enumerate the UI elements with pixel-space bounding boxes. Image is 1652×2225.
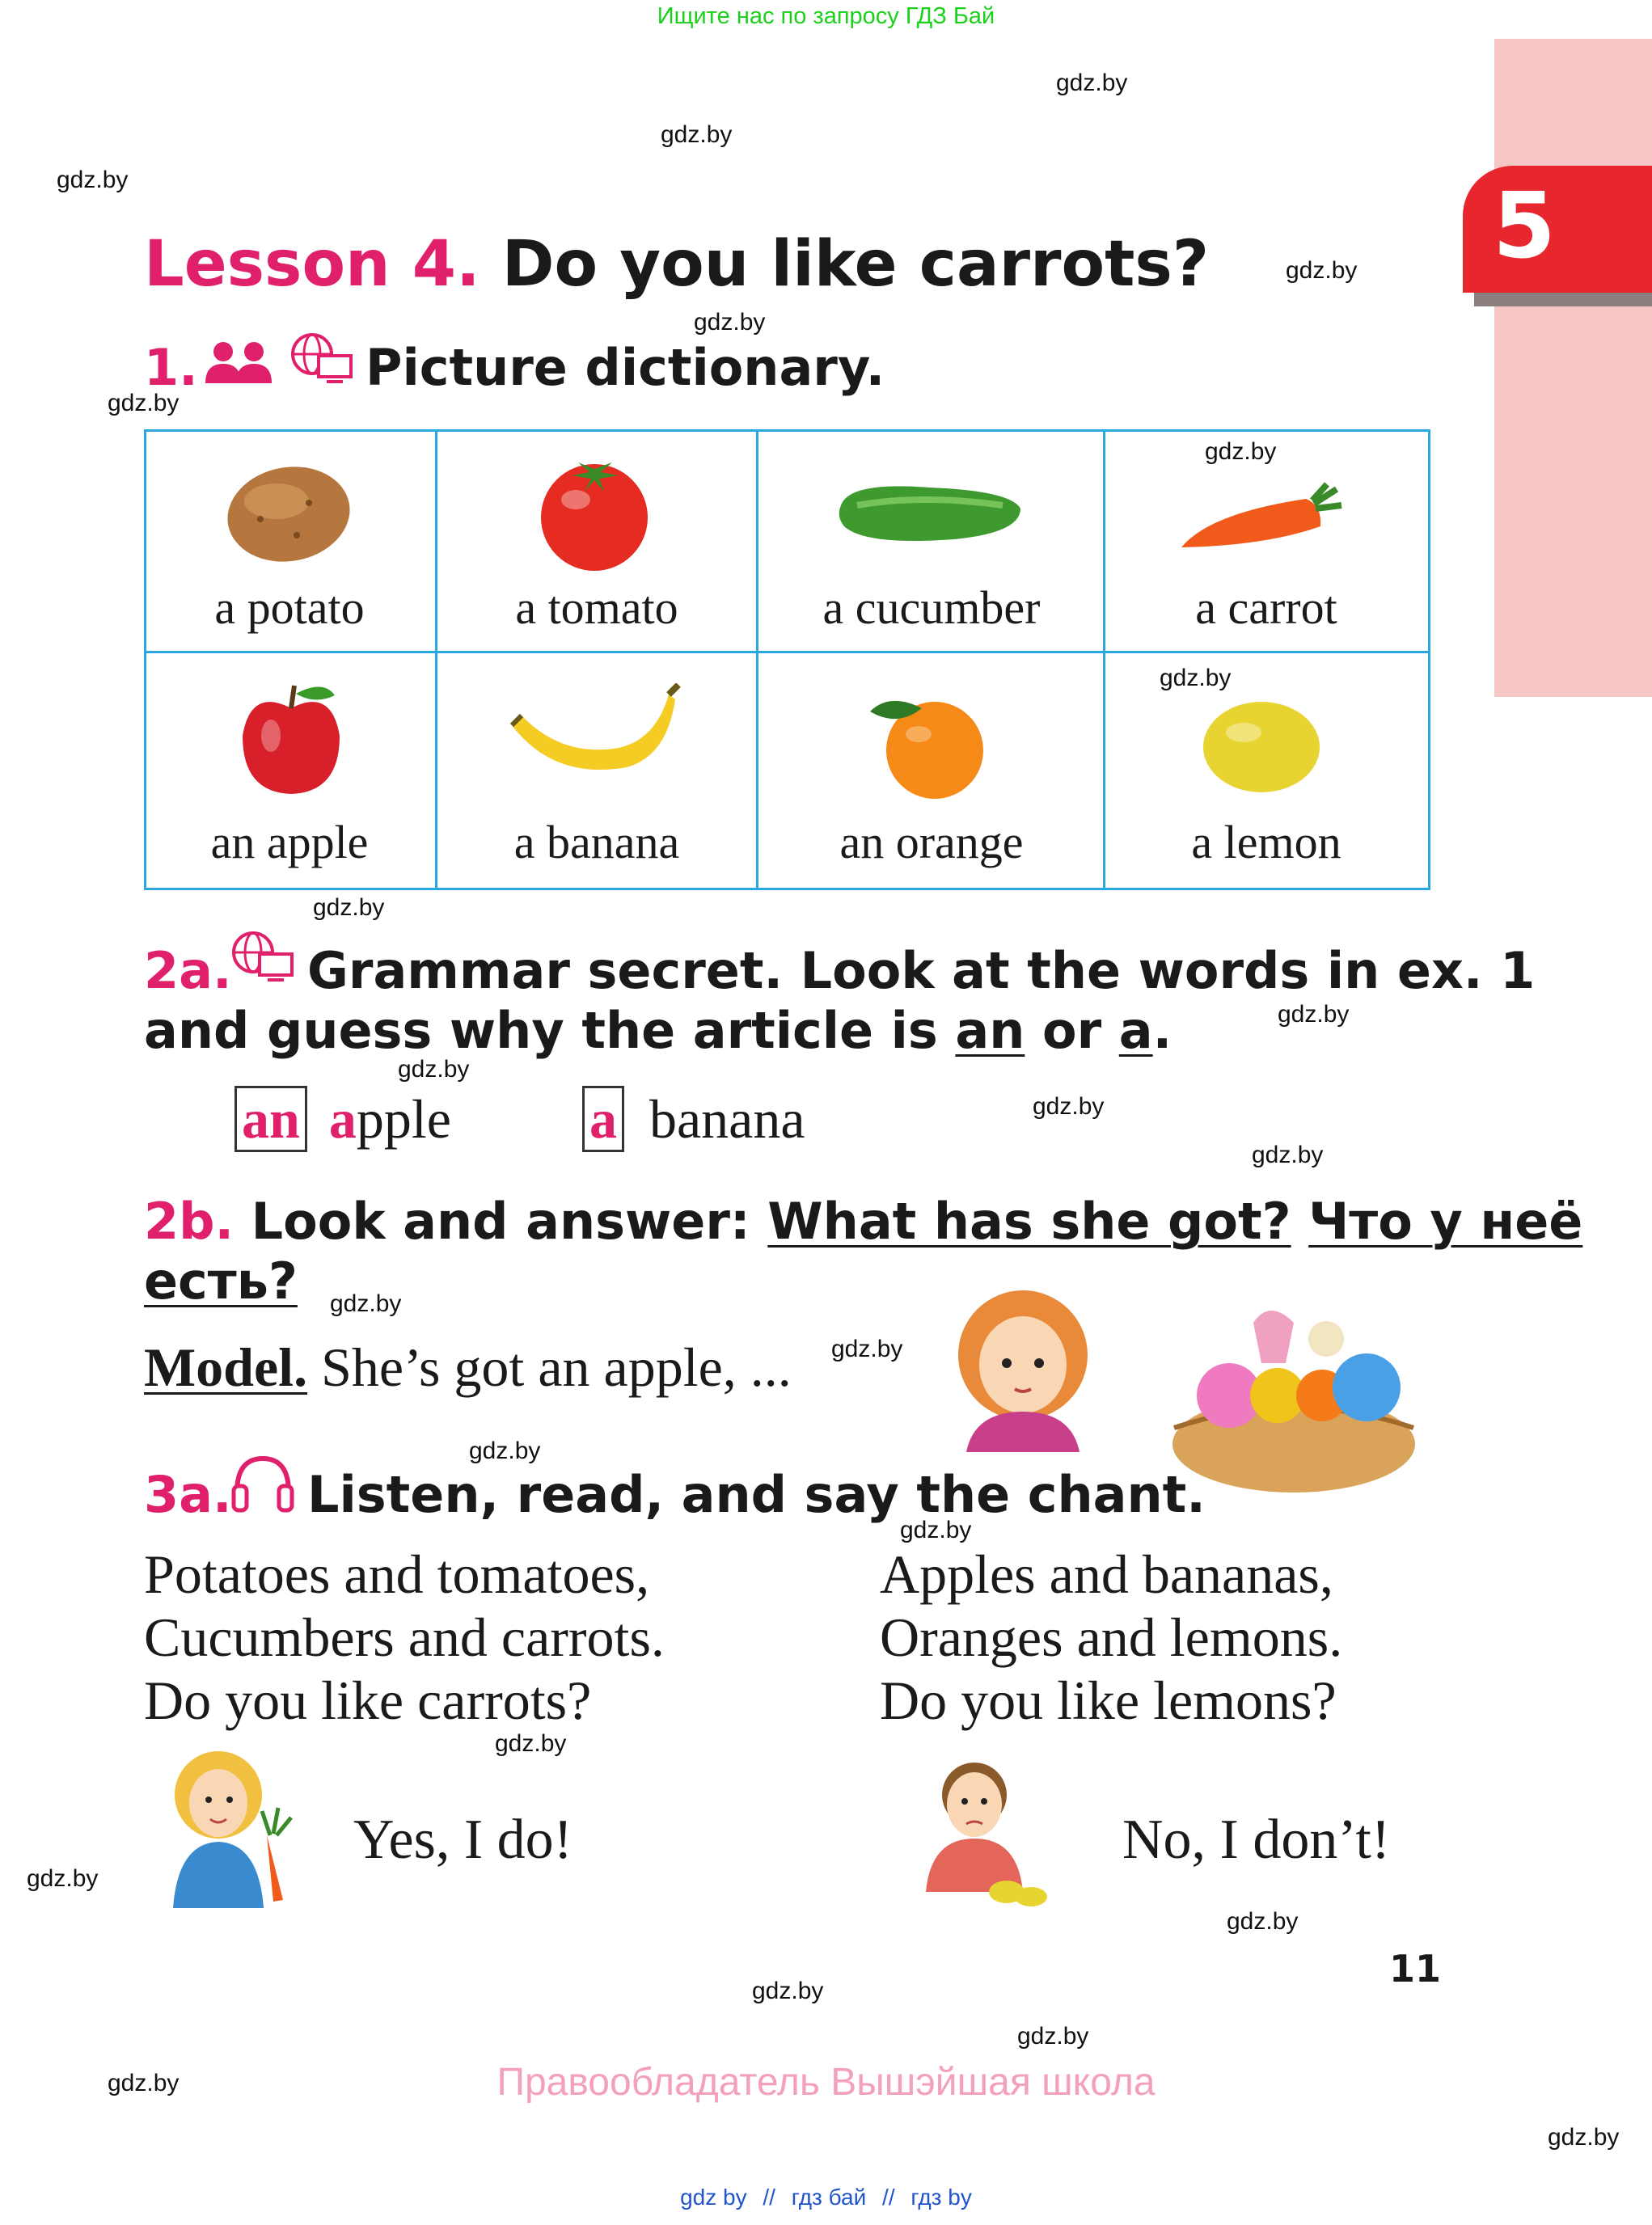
article-box: a bbox=[582, 1086, 624, 1152]
watermark: gdz.by bbox=[469, 1438, 541, 1464]
question-ru: Что у неё bbox=[1308, 1192, 1583, 1251]
watermark: gdz.by bbox=[1286, 257, 1358, 284]
example-a-banana: a banana bbox=[582, 1087, 805, 1151]
watermark: gdz.by bbox=[27, 1865, 99, 1892]
fruit-basket-illustration bbox=[1164, 1290, 1423, 1492]
ex1-title: Picture dictionary. bbox=[365, 338, 885, 397]
unit-badge bbox=[1463, 166, 1652, 293]
lesson-name: Do you like carrots? bbox=[501, 228, 1210, 301]
grid-divider bbox=[756, 429, 758, 890]
watermark: gdz.by bbox=[330, 1290, 402, 1317]
article-an: an bbox=[955, 1001, 1025, 1060]
watermark: gdz.by bbox=[398, 1056, 470, 1083]
orange-picture bbox=[865, 687, 995, 800]
watermark: gdz.by bbox=[1056, 70, 1128, 96]
footer-link[interactable]: гдз бай bbox=[791, 2185, 867, 2210]
unit-number: 5 bbox=[1493, 174, 1556, 279]
headphones-icon bbox=[230, 1454, 295, 1514]
chant-left bbox=[144, 1543, 665, 1732]
watermark: gdz.by bbox=[1160, 665, 1232, 691]
watermark: gdz.by bbox=[1033, 1093, 1105, 1120]
footer-separator: // bbox=[882, 2185, 895, 2210]
dictionary-word: a carrot bbox=[1195, 581, 1337, 634]
ex2b-heading: 2b. Look and answer: What has she got? Что у неё bbox=[144, 1192, 1583, 1251]
watermark: gdz.by bbox=[108, 2070, 180, 2096]
side-tab bbox=[1494, 39, 1652, 697]
pair-work-icon bbox=[204, 340, 273, 385]
chant-line: Potatoes and tomatoes, bbox=[144, 1543, 650, 1605]
ex2a-line1: Grammar secret. Look at the words in ex. 1 bbox=[307, 941, 1536, 1000]
dictionary-word: an apple bbox=[210, 816, 369, 868]
grid-divider bbox=[144, 651, 1430, 653]
watermark: gdz.by bbox=[1205, 438, 1277, 465]
ex1-number: 1. bbox=[144, 338, 198, 397]
copyright-notice: Правообладатель Вышэйшая школа bbox=[496, 2061, 1156, 2104]
ex1-heading bbox=[144, 338, 198, 397]
watermark: gdz.by bbox=[900, 1517, 972, 1543]
chant-line: Cucumbers and carrots. bbox=[144, 1606, 665, 1668]
dictionary-word: a tomato bbox=[515, 581, 678, 634]
chant-line: Do you like carrots? bbox=[144, 1670, 592, 1731]
footer-link[interactable]: gdz by bbox=[680, 2185, 747, 2210]
article-a: a bbox=[1118, 1001, 1153, 1060]
tomato-picture bbox=[534, 453, 655, 574]
footer-links bbox=[0, 2185, 1652, 2210]
footer-separator: // bbox=[763, 2185, 775, 2210]
ex3a-title: Listen, read, and say the chant. bbox=[307, 1465, 1206, 1524]
answer-no: No, I don’t! bbox=[1122, 1809, 1391, 1871]
watermark: gdz.by bbox=[495, 1730, 567, 1757]
answer-yes: Yes, I do! bbox=[353, 1809, 572, 1871]
model-label: Model. bbox=[144, 1336, 308, 1398]
watermark: gdz.by bbox=[57, 167, 129, 193]
ex2a-number: 2a. bbox=[144, 941, 232, 1000]
dictionary-word: a potato bbox=[214, 581, 365, 634]
girl-with-carrot-illustration bbox=[162, 1746, 299, 1908]
watermark: gdz.by bbox=[313, 894, 385, 921]
ex2b-heading-cont: есть? bbox=[144, 1252, 298, 1311]
chant-line: Oranges and lemons. bbox=[880, 1606, 1343, 1668]
article-box: an bbox=[234, 1086, 307, 1152]
girl-illustration bbox=[942, 1290, 1104, 1452]
model-answer: Model. She’s got an apple, ... bbox=[144, 1336, 792, 1398]
lesson-prefix: Lesson 4. bbox=[144, 228, 480, 301]
page-number: 11 bbox=[1389, 1947, 1442, 1991]
ex2a-line2: and guess why the article is an or a. bbox=[144, 1001, 1172, 1060]
interactive-globe-icon bbox=[289, 331, 354, 385]
question-en: What has she got? bbox=[767, 1192, 1291, 1251]
watermark: gdz.by bbox=[1548, 2124, 1620, 2151]
grid-divider bbox=[1103, 429, 1105, 890]
dictionary-word: an orange bbox=[839, 816, 1024, 868]
dictionary-word: a banana bbox=[513, 816, 680, 868]
watermark: gdz.by bbox=[752, 1978, 824, 2004]
watermark: gdz.by bbox=[1278, 1001, 1350, 1028]
ex3a-number: 3a. bbox=[144, 1465, 232, 1524]
chant-line: Apples and bananas, bbox=[880, 1543, 1333, 1605]
lemon-picture bbox=[1197, 694, 1326, 799]
footer-link[interactable]: гдз by bbox=[911, 2185, 972, 2210]
dictionary-word: a lemon bbox=[1191, 816, 1341, 868]
top-banner[interactable]: Ищите нас по запросу ГДЗ Бай bbox=[657, 3, 995, 29]
example-an-apple: an apple bbox=[234, 1087, 451, 1151]
boy-with-lemons-illustration bbox=[910, 1754, 1063, 1908]
watermark: gdz.by bbox=[661, 121, 733, 148]
watermark: gdz.by bbox=[1227, 1908, 1299, 1935]
interactive-globe-icon bbox=[230, 930, 295, 983]
apple-picture bbox=[234, 679, 348, 800]
dictionary-word: a cucumber bbox=[822, 581, 1041, 634]
watermark: gdz.by bbox=[694, 309, 766, 336]
lesson-title bbox=[144, 228, 1209, 301]
carrot-picture bbox=[1177, 481, 1346, 562]
chant-right bbox=[880, 1543, 1342, 1732]
banana-picture bbox=[505, 683, 683, 796]
watermark: gdz.by bbox=[1017, 2023, 1089, 2050]
chant-line: Do you like lemons? bbox=[880, 1670, 1337, 1731]
cucumber-picture bbox=[833, 473, 1027, 554]
watermark: gdz.by bbox=[108, 390, 180, 416]
watermark: gdz.by bbox=[1252, 1142, 1324, 1168]
watermark: gdz.by bbox=[831, 1336, 903, 1362]
potato-picture bbox=[220, 454, 357, 568]
